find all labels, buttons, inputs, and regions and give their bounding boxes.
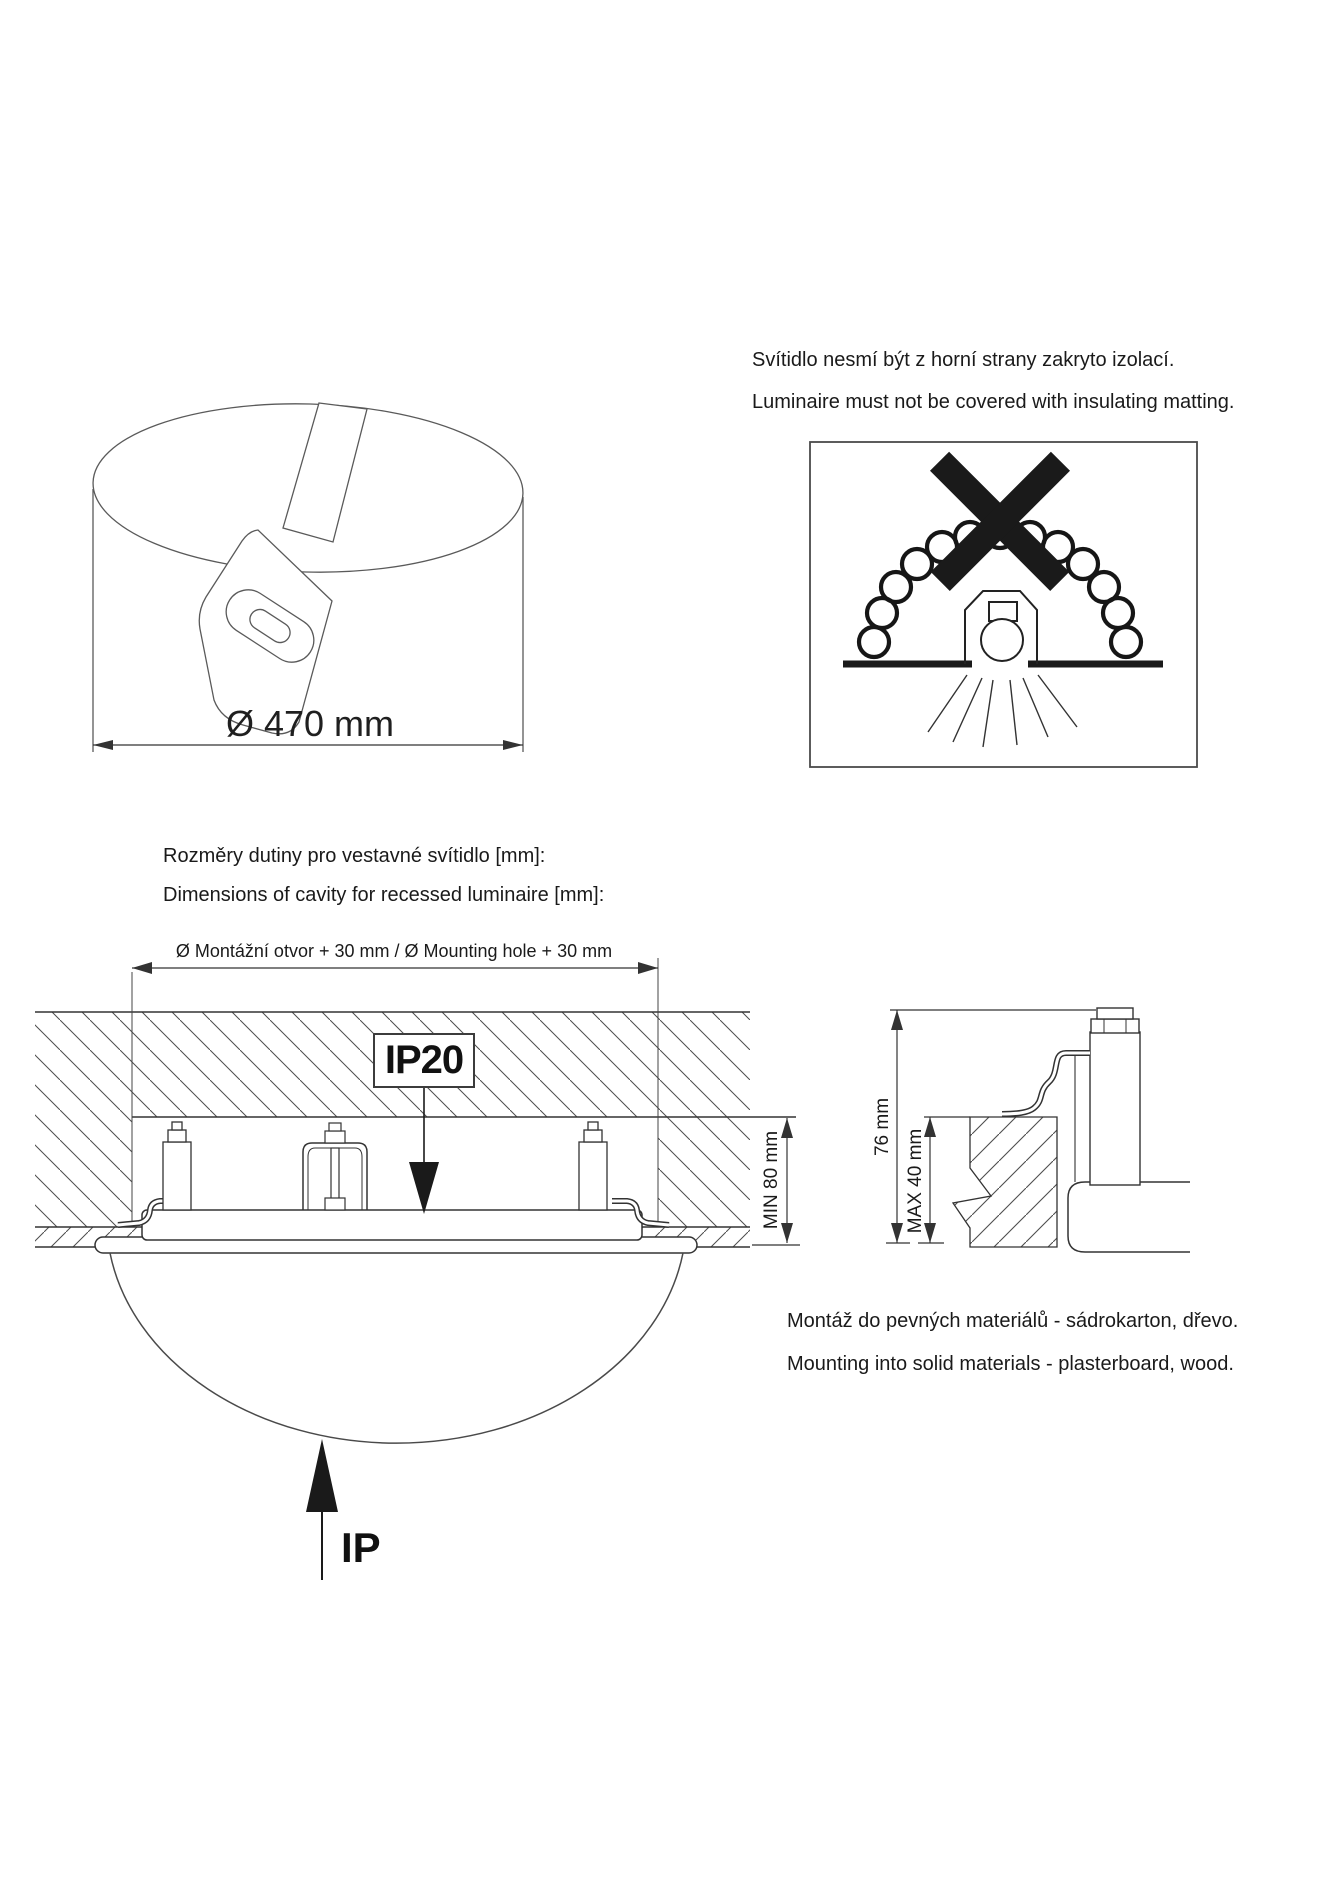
mounting-hole-dimension [132, 962, 658, 974]
ip-label: IP [341, 1524, 381, 1571]
mounting-note-cs: Montáž do pevných materiálů - sádrokarton, dřevo. [787, 1310, 1239, 1332]
wood-block [953, 1117, 1057, 1247]
center-spring-bracket [303, 1123, 367, 1210]
glass-dome [110, 1253, 683, 1443]
detail-spring-clamp [1002, 1053, 1090, 1114]
luminaire-base-plate [142, 1210, 642, 1240]
insulation-note-en: Luminaire must not be covered with insulating matting. [752, 391, 1235, 413]
detail-stud [1090, 1008, 1140, 1185]
min-depth-label: MIN 80 mm [761, 1130, 782, 1230]
ip-arrow [306, 1439, 338, 1580]
luminaire-section [95, 1210, 697, 1253]
diameter-label: Ø 470 mm [225, 703, 395, 744]
insulation-warning-figure [810, 442, 1197, 767]
detail-trim-ring [1068, 1182, 1190, 1252]
insulation-note-cs: Svítidlo nesmí být z horní strany zakryto izolací. [752, 349, 1175, 371]
luminaire-top-view-figure [91, 398, 525, 752]
total-height-label: 76 mm [872, 1097, 893, 1157]
mounting-hole-dimension-label: Ø Montážní otvor + 30 mm / Ø Mounting hole + 30 mm [175, 941, 613, 961]
ip20-rating-badge: IP20 [373, 1033, 475, 1088]
cavity-heading-cs: Rozměry dutiny pro vestavné svítidlo [mm]: [163, 845, 546, 867]
max-thickness-label: MAX 40 mm [905, 1128, 926, 1234]
fixing-studs [163, 1122, 607, 1210]
mounting-note-en: Mounting into solid materials - plasterboard, wood. [787, 1353, 1234, 1375]
mounting-detail-figure [886, 1008, 1190, 1252]
cavity-heading-en: Dimensions of cavity for recessed luminaire [mm]: [163, 884, 605, 906]
